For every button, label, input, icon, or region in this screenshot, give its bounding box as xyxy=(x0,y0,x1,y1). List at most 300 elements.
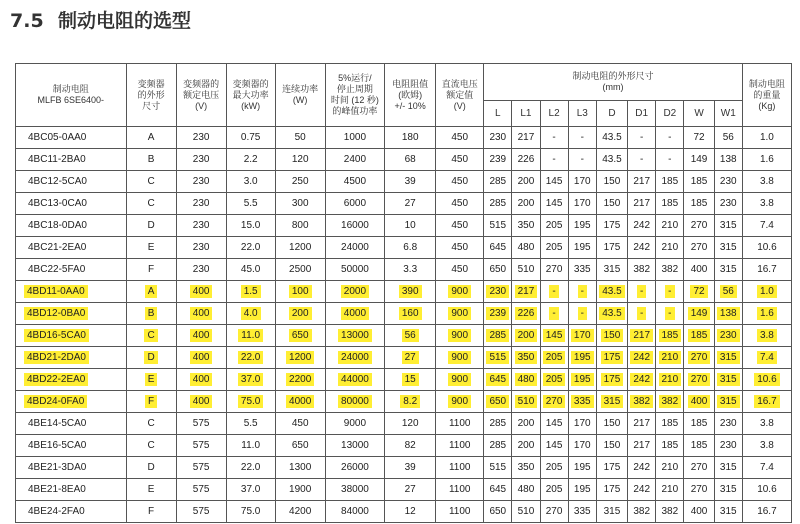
table-cell: 315 xyxy=(714,237,742,259)
table-cell: 195 xyxy=(568,237,596,259)
table-cell: 4200 xyxy=(275,501,325,523)
table-cell: 1200 xyxy=(275,347,325,369)
table-cell: 145 xyxy=(540,171,568,193)
table-cell: D xyxy=(126,215,176,237)
table-cell: 382 xyxy=(628,391,656,413)
table-cell: 315 xyxy=(714,347,742,369)
table-cell: 382 xyxy=(628,259,656,281)
table-row xyxy=(16,303,792,325)
table-cell: 450 xyxy=(436,215,484,237)
table-cell: 450 xyxy=(436,171,484,193)
table-cell: 7.4 xyxy=(742,347,791,369)
table-cell: 510 xyxy=(512,391,540,413)
table-cell: 242 xyxy=(628,457,656,479)
table-cell: 16.7 xyxy=(742,391,791,413)
table-cell: 15.0 xyxy=(226,215,275,237)
table-cell: 230 xyxy=(484,281,512,303)
table-cell: 400 xyxy=(176,391,226,413)
table-cell: 285 xyxy=(484,171,512,193)
table-cell: 315 xyxy=(714,391,742,413)
header-weight: 制动电阻 的重量 (Kg) xyxy=(742,64,791,127)
table-cell: 3.8 xyxy=(742,435,791,457)
table-cell: 4000 xyxy=(275,391,325,413)
table-cell: 195 xyxy=(568,479,596,501)
table-row xyxy=(16,281,792,303)
table-cell: 43.5 xyxy=(596,127,627,149)
table-cell: 2200 xyxy=(275,369,325,391)
header-cont-power: 连续功率 (W) xyxy=(275,64,325,127)
table-cell: 82 xyxy=(385,435,436,457)
header-dim-w1: W1 xyxy=(714,101,742,127)
section-title: 制动电阻的选型 xyxy=(58,10,192,32)
table-cell: 510 xyxy=(512,259,540,281)
table-cell: 230 xyxy=(714,193,742,215)
table-cell: - xyxy=(540,149,568,171)
table-cell: C xyxy=(126,435,176,457)
table-cell: 210 xyxy=(656,457,684,479)
table-cell: 4BD21-2DA0 xyxy=(16,347,127,369)
table-cell: 242 xyxy=(628,479,656,501)
table-cell: 50000 xyxy=(325,259,384,281)
table-cell: - xyxy=(656,149,684,171)
table-cell: 450 xyxy=(436,193,484,215)
table-cell: 650 xyxy=(484,259,512,281)
table-row xyxy=(16,413,792,435)
table-cell: 5.5 xyxy=(226,193,275,215)
table-cell: 285 xyxy=(484,413,512,435)
table-cell: 230 xyxy=(176,171,226,193)
table-cell: 200 xyxy=(512,435,540,457)
table-cell: 44000 xyxy=(325,369,384,391)
table-cell: 39 xyxy=(385,457,436,479)
table-cell: 27 xyxy=(385,193,436,215)
table-body xyxy=(16,127,792,523)
table-cell: 450 xyxy=(436,237,484,259)
table-cell: D xyxy=(126,347,176,369)
table-cell: 170 xyxy=(568,435,596,457)
table-cell: 175 xyxy=(596,479,627,501)
table-cell: 480 xyxy=(512,237,540,259)
header-dims: 制动电阻的外形尺寸 (mm) xyxy=(484,64,743,101)
table-cell: 230 xyxy=(484,127,512,149)
table-cell: 200 xyxy=(275,303,325,325)
table-cell: 1.6 xyxy=(742,303,791,325)
table-cell: 239 xyxy=(484,149,512,171)
table-cell: 4BE24-2FA0 xyxy=(16,501,127,523)
table-cell: 400 xyxy=(176,347,226,369)
table-cell: 650 xyxy=(484,391,512,413)
table-cell: 575 xyxy=(176,413,226,435)
table-cell: 515 xyxy=(484,347,512,369)
table-cell: 4000 xyxy=(325,303,384,325)
table-cell: 37.0 xyxy=(226,479,275,501)
table-cell: 200 xyxy=(512,171,540,193)
table-cell: 195 xyxy=(568,215,596,237)
table-cell: 270 xyxy=(684,347,714,369)
table-cell: 315 xyxy=(714,457,742,479)
table-cell: 2000 xyxy=(325,281,384,303)
table-cell: 7.4 xyxy=(742,457,791,479)
table-cell: 3.8 xyxy=(742,413,791,435)
table-cell: 400 xyxy=(176,369,226,391)
header-dim-w: W xyxy=(684,101,714,127)
table-cell: 1100 xyxy=(436,457,484,479)
header-size: 变频器 的外形 尺寸 xyxy=(126,64,176,127)
table-cell: 230 xyxy=(176,259,226,281)
table-cell: 72 xyxy=(684,281,714,303)
table-cell: 11.0 xyxy=(226,435,275,457)
table-cell: 2.2 xyxy=(226,149,275,171)
table-cell: 4BE21-8EA0 xyxy=(16,479,127,501)
table-cell: 195 xyxy=(568,347,596,369)
section-heading xyxy=(10,6,191,36)
table-cell: B xyxy=(126,149,176,171)
table-cell: 350 xyxy=(512,347,540,369)
table-cell: 4BD22-2EA0 xyxy=(16,369,127,391)
table-cell: C xyxy=(126,171,176,193)
table-cell: 1100 xyxy=(436,479,484,501)
table-cell: 4BC12-5CA0 xyxy=(16,171,127,193)
table-cell: 575 xyxy=(176,501,226,523)
table-cell: 230 xyxy=(176,237,226,259)
table-cell: 285 xyxy=(484,435,512,457)
table-cell: 39 xyxy=(385,171,436,193)
table-cell: 138 xyxy=(714,303,742,325)
table-cell: 4BC18-0DA0 xyxy=(16,215,127,237)
table-cell: 450 xyxy=(275,413,325,435)
table-cell: 4BE14-5CA0 xyxy=(16,413,127,435)
table-row xyxy=(16,149,792,171)
table-cell: 43.5 xyxy=(596,281,627,303)
table-cell: 27 xyxy=(385,479,436,501)
table-cell: 1100 xyxy=(436,435,484,457)
table-cell: 1300 xyxy=(275,457,325,479)
table-cell: 4BD24-0FA0 xyxy=(16,391,127,413)
table-cell: 450 xyxy=(436,259,484,281)
header-dim-d2: D2 xyxy=(656,101,684,127)
table-cell: A xyxy=(126,281,176,303)
table-cell: 335 xyxy=(568,259,596,281)
table-cell: 120 xyxy=(275,149,325,171)
table-header xyxy=(16,64,792,127)
table-cell: 56 xyxy=(714,281,742,303)
table-cell: 10.6 xyxy=(742,479,791,501)
table-cell: 285 xyxy=(484,325,512,347)
table-cell: 56 xyxy=(385,325,436,347)
table-cell: 150 xyxy=(596,325,627,347)
table-cell: 170 xyxy=(568,193,596,215)
table-cell: 205 xyxy=(540,237,568,259)
braking-resistor-table xyxy=(15,63,792,523)
table-cell: 3.8 xyxy=(742,193,791,215)
table-cell: 800 xyxy=(275,215,325,237)
table-cell: 1100 xyxy=(436,501,484,523)
table-cell: - xyxy=(628,281,656,303)
table-cell: 510 xyxy=(512,501,540,523)
table-cell: 230 xyxy=(714,171,742,193)
table-cell: 4BD12-0BA0 xyxy=(16,303,127,325)
table-cell: 4BC05-0AA0 xyxy=(16,127,127,149)
table-cell: 185 xyxy=(684,435,714,457)
table-cell: 37.0 xyxy=(226,369,275,391)
table-cell: 242 xyxy=(628,237,656,259)
table-cell: 13000 xyxy=(325,325,384,347)
table-row xyxy=(16,435,792,457)
table-cell: 149 xyxy=(684,149,714,171)
table-cell: F xyxy=(126,391,176,413)
table-cell: 200 xyxy=(512,413,540,435)
table-cell: 226 xyxy=(512,149,540,171)
table-row xyxy=(16,237,792,259)
table-cell: 3.3 xyxy=(385,259,436,281)
table-row xyxy=(16,215,792,237)
header-dim-d: D xyxy=(596,101,627,127)
table-cell: 75.0 xyxy=(226,501,275,523)
table-cell: 226 xyxy=(512,303,540,325)
table-cell: - xyxy=(628,303,656,325)
table-row xyxy=(16,325,792,347)
table-cell: C xyxy=(126,325,176,347)
header-model: 制动电阻 MLFB 6SE6400- xyxy=(16,64,127,127)
table-cell: 170 xyxy=(568,325,596,347)
table-cell: 200 xyxy=(512,193,540,215)
table-cell: 6.8 xyxy=(385,237,436,259)
table-cell: - xyxy=(540,281,568,303)
table-cell: 382 xyxy=(656,501,684,523)
table-cell: 205 xyxy=(540,347,568,369)
table-cell: 217 xyxy=(512,281,540,303)
table-cell: - xyxy=(540,303,568,325)
table-cell: 150 xyxy=(596,171,627,193)
table-cell: 3.8 xyxy=(742,171,791,193)
table-cell: 185 xyxy=(656,413,684,435)
table-cell: 1.5 xyxy=(226,281,275,303)
table-cell: 50 xyxy=(275,127,325,149)
table-cell: 270 xyxy=(684,457,714,479)
table-row xyxy=(16,457,792,479)
table-cell: 1.6 xyxy=(742,149,791,171)
header-voltage: 变频器的 额定电压 (V) xyxy=(176,64,226,127)
table-cell: 210 xyxy=(656,237,684,259)
table-cell: 315 xyxy=(714,215,742,237)
table-cell: 170 xyxy=(568,413,596,435)
table-cell: 400 xyxy=(176,303,226,325)
header-dc-voltage: 直流电压 额定值 (V) xyxy=(436,64,484,127)
header-dim-l3: L3 xyxy=(568,101,596,127)
table-cell: 900 xyxy=(436,347,484,369)
table-cell: 12 xyxy=(385,501,436,523)
table-cell: 4BE21-3DA0 xyxy=(16,457,127,479)
table-cell: 400 xyxy=(684,501,714,523)
table-cell: E xyxy=(126,237,176,259)
table-cell: 160 xyxy=(385,303,436,325)
header-dim-l1: L1 xyxy=(512,101,540,127)
table-cell: 120 xyxy=(385,413,436,435)
table-cell: 382 xyxy=(628,501,656,523)
header-resistance: 电阻阻值 (欧姆) +/- 10% xyxy=(385,64,436,127)
table-cell: 24000 xyxy=(325,237,384,259)
table-cell: E xyxy=(126,479,176,501)
table-row xyxy=(16,259,792,281)
table-cell: 230 xyxy=(176,215,226,237)
table-cell: 315 xyxy=(596,259,627,281)
table-cell: D xyxy=(126,457,176,479)
section-number: 7.5 xyxy=(10,10,44,32)
table-cell: 195 xyxy=(568,369,596,391)
table-cell: 217 xyxy=(512,127,540,149)
table-cell: 3.8 xyxy=(742,325,791,347)
table-cell: 150 xyxy=(596,193,627,215)
table-cell: 185 xyxy=(656,171,684,193)
table-cell: 205 xyxy=(540,479,568,501)
table-cell: 450 xyxy=(436,127,484,149)
table-cell: 43.5 xyxy=(596,303,627,325)
table-cell: 230 xyxy=(176,127,226,149)
table-cell: 100 xyxy=(275,281,325,303)
table-cell: 0.75 xyxy=(226,127,275,149)
table-cell: 900 xyxy=(436,369,484,391)
table-cell: - xyxy=(568,127,596,149)
header-dim-d1: D1 xyxy=(628,101,656,127)
table-cell: 84000 xyxy=(325,501,384,523)
table-cell: 250 xyxy=(275,171,325,193)
table-cell: 205 xyxy=(540,369,568,391)
table-cell: 4.0 xyxy=(226,303,275,325)
table-cell: 217 xyxy=(628,171,656,193)
table-cell: 315 xyxy=(714,479,742,501)
table-cell: 150 xyxy=(596,435,627,457)
table-cell: 45.0 xyxy=(226,259,275,281)
table-cell: 3.0 xyxy=(226,171,275,193)
table-cell: 515 xyxy=(484,457,512,479)
table-cell: 185 xyxy=(684,325,714,347)
table-cell: 315 xyxy=(714,369,742,391)
table-cell: 16.7 xyxy=(742,501,791,523)
table-cell: - xyxy=(628,149,656,171)
table-cell: 4BD11-0AA0 xyxy=(16,281,127,303)
table-cell: 230 xyxy=(714,413,742,435)
table-cell: 1.0 xyxy=(742,281,791,303)
table-cell: 1900 xyxy=(275,479,325,501)
table-cell: 10.6 xyxy=(742,237,791,259)
table-cell: 170 xyxy=(568,171,596,193)
table-cell: 575 xyxy=(176,479,226,501)
table-cell: 180 xyxy=(385,127,436,149)
table-cell: 145 xyxy=(540,193,568,215)
table-cell: 205 xyxy=(540,215,568,237)
table-cell: 400 xyxy=(176,281,226,303)
table-cell: 7.4 xyxy=(742,215,791,237)
table-cell: 480 xyxy=(512,369,540,391)
table-cell: 145 xyxy=(540,435,568,457)
table-cell: 16000 xyxy=(325,215,384,237)
table-cell: 210 xyxy=(656,369,684,391)
table-cell: 22.0 xyxy=(226,237,275,259)
table-cell: - xyxy=(656,303,684,325)
table-cell: 1000 xyxy=(325,127,384,149)
table-cell: 900 xyxy=(436,281,484,303)
table-cell: 80000 xyxy=(325,391,384,413)
table-cell: 900 xyxy=(436,303,484,325)
table-cell: - xyxy=(656,281,684,303)
table-cell: E xyxy=(126,369,176,391)
table-cell: 645 xyxy=(484,237,512,259)
table-cell: C xyxy=(126,193,176,215)
table-cell: 645 xyxy=(484,369,512,391)
table-cell: 217 xyxy=(628,413,656,435)
table-cell: 38000 xyxy=(325,479,384,501)
header-power: 变频器的 最大功率 (kW) xyxy=(226,64,275,127)
table-cell: 210 xyxy=(656,479,684,501)
table-cell: 185 xyxy=(656,193,684,215)
table-cell: 2500 xyxy=(275,259,325,281)
table-cell: 195 xyxy=(568,457,596,479)
table-cell: 900 xyxy=(436,391,484,413)
table-cell: 4BC22-5FA0 xyxy=(16,259,127,281)
table-cell: 270 xyxy=(684,479,714,501)
table-cell: 230 xyxy=(176,193,226,215)
table-cell: 300 xyxy=(275,193,325,215)
table-row xyxy=(16,479,792,501)
table-cell: 270 xyxy=(540,259,568,281)
table-cell: 335 xyxy=(568,391,596,413)
table-cell: 15 xyxy=(385,369,436,391)
table-cell: 13000 xyxy=(325,435,384,457)
table-cell: 400 xyxy=(684,259,714,281)
table-cell: 230 xyxy=(714,435,742,457)
table-cell: 16.7 xyxy=(742,259,791,281)
header-peak-power: 5%运行/ 停止周期 时间 (12 秒) 的峰值功率 xyxy=(325,64,384,127)
table-cell: 315 xyxy=(714,501,742,523)
table-row xyxy=(16,347,792,369)
table-cell: 8.2 xyxy=(385,391,436,413)
table-cell: 1100 xyxy=(436,413,484,435)
table-cell: 217 xyxy=(628,325,656,347)
table-row xyxy=(16,171,792,193)
table-cell: 315 xyxy=(714,259,742,281)
table-row xyxy=(16,501,792,523)
table-cell: 217 xyxy=(628,435,656,457)
table-cell: 6000 xyxy=(325,193,384,215)
table-cell: 230 xyxy=(714,325,742,347)
table-cell: - xyxy=(540,127,568,149)
table-cell: - xyxy=(568,303,596,325)
table-row xyxy=(16,193,792,215)
table-cell: - xyxy=(628,127,656,149)
table-cell: 68 xyxy=(385,149,436,171)
table-cell: C xyxy=(126,413,176,435)
table-row xyxy=(16,127,792,149)
table-cell: 239 xyxy=(484,303,512,325)
table-cell: 210 xyxy=(656,347,684,369)
table-cell: - xyxy=(656,127,684,149)
table-cell: 175 xyxy=(596,347,627,369)
table-cell: 480 xyxy=(512,479,540,501)
table-cell: 350 xyxy=(512,215,540,237)
table-row xyxy=(16,391,792,413)
table-cell: 72 xyxy=(684,127,714,149)
table-cell: 210 xyxy=(656,215,684,237)
table-cell: 27 xyxy=(385,347,436,369)
table-cell: 450 xyxy=(436,149,484,171)
table-cell: 11.0 xyxy=(226,325,275,347)
table-cell: 390 xyxy=(385,281,436,303)
table-cell: 10 xyxy=(385,215,436,237)
table-cell: 5.5 xyxy=(226,413,275,435)
table-cell: 350 xyxy=(512,457,540,479)
table-cell: 75.0 xyxy=(226,391,275,413)
table-cell: 4BC21-2EA0 xyxy=(16,237,127,259)
